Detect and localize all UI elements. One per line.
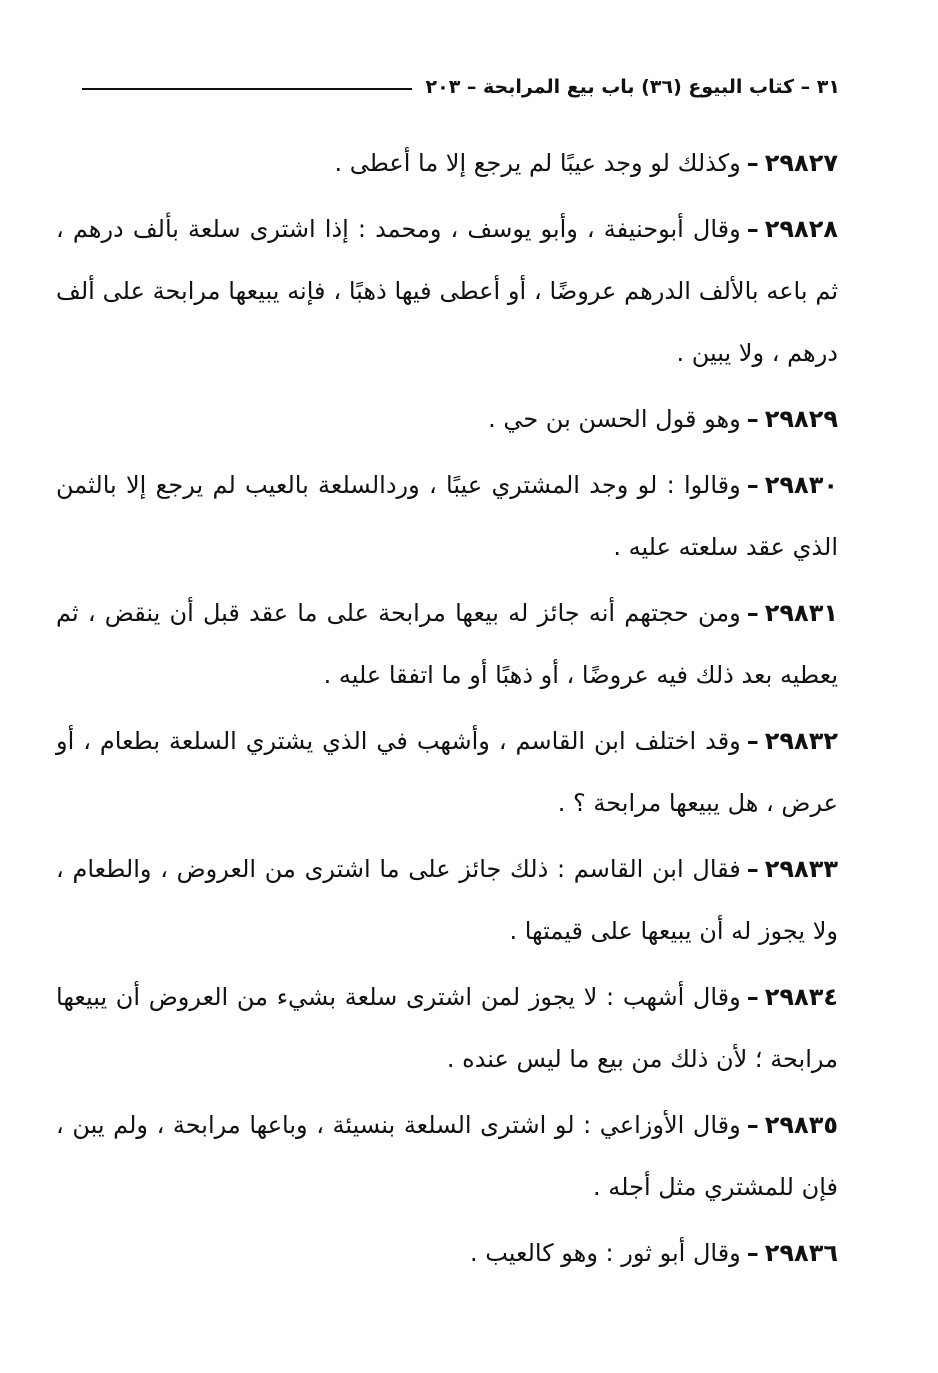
entry-text: وقالوا : لو وجد المشتري عيبًا ، وردالسلعة بالعيب لم يرجع إلا بالثمن الذي عقد سلعته عليه . — [56, 471, 838, 561]
entry-number: ٢٩٨٣٥ — [764, 1111, 838, 1139]
entry-text: فقال ابن القاسم : ذلك جائز على ما اشترى من العروض ، والطعام ، ولا يجوز له أن يبيعها على قيمتها . — [56, 855, 838, 945]
entry-text: وكذلك لو وجد عيبًا لم يرجع إلا ما أعطى . — [334, 149, 741, 177]
entry-dash: – — [746, 855, 759, 883]
entry-dash: – — [746, 405, 759, 433]
entry-dash: – — [746, 471, 759, 499]
entry-text: وقال الأوزاعي : لو اشترى السلعة بنسيئة ، وباعها مرابحة ، ولم يبن ، فإن للمشتري مثل أجله . — [56, 1111, 838, 1201]
entry-number: ٢٩٨٣١ — [764, 599, 838, 627]
entry-29831 — [56, 582, 838, 706]
entry-number: ٢٩٨٣٦ — [764, 1239, 838, 1267]
entry-text: وقال أشهب : لا يجوز لمن اشترى سلعة بشيء من العروض أن يبيعها مرابحة ؛ لأن ذلك من بيع ما ليس عنده . — [56, 983, 838, 1073]
entry-text: وقال أبوحنيفة ، وأبو يوسف ، ومحمد : إذا اشترى سلعة بألف درهم ، ثم باعه بالألف الدرهم عروضًا ، أو أعطى فيها ذهبًا ، فإنه يبيعها مرابحة على ألف درهم ، ولا يبين . — [56, 215, 838, 367]
entry-dash: – — [746, 149, 759, 177]
entry-text: وهو قول الحسن بن حي . — [488, 405, 741, 433]
entry-number: ٢٩٨٣٢ — [764, 727, 838, 755]
entry-number: ٢٩٨٢٨ — [764, 215, 838, 243]
entry-text: وقد اختلف ابن القاسم ، وأشهب في الذي يشتري السلعة بطعام ، أو عرض ، هل يبيعها مرابحة ؟ . — [56, 727, 838, 817]
entry-29830 — [56, 454, 838, 578]
entry-29836 — [56, 1222, 838, 1284]
entry-number: ٢٩٨٢٩ — [764, 405, 838, 433]
running-title: ٣١ – كتاب البيوع (٣٦) باب بيع المرابحة – ٢٠٣ — [425, 76, 840, 98]
entry-dash: – — [746, 1111, 759, 1139]
body-text — [56, 132, 838, 1288]
entry-29833 — [56, 838, 838, 962]
entry-text: وقال أبو ثور : وهو كالعيب . — [469, 1239, 741, 1267]
entry-number: ٢٩٨٢٧ — [764, 149, 838, 177]
entry-text: ومن حجتهم أنه جائز له بيعها مرابحة على ما عقد قبل أن ينقض ، ثم يعطيه بعد ذلك فيه عروضًا ، أو ذهبًا أو ما اتفقا عليه . — [56, 599, 838, 689]
entry-number: ٢٩٨٣٠ — [764, 471, 838, 499]
entry-dash: – — [746, 727, 759, 755]
entry-dash: – — [746, 983, 759, 1011]
header-rule — [82, 88, 412, 90]
entry-dash: – — [746, 215, 759, 243]
entry-dash: – — [746, 1239, 759, 1267]
entry-number: ٢٩٨٣٣ — [764, 855, 838, 883]
entry-29827 — [56, 132, 838, 194]
entry-number: ٢٩٨٣٤ — [764, 983, 838, 1011]
entry-29835 — [56, 1094, 838, 1218]
entry-29834 — [56, 966, 838, 1090]
entry-29832 — [56, 710, 838, 834]
entry-29828 — [56, 198, 838, 384]
running-header — [60, 70, 840, 104]
entry-29829 — [56, 388, 838, 450]
entry-dash: – — [746, 599, 759, 627]
